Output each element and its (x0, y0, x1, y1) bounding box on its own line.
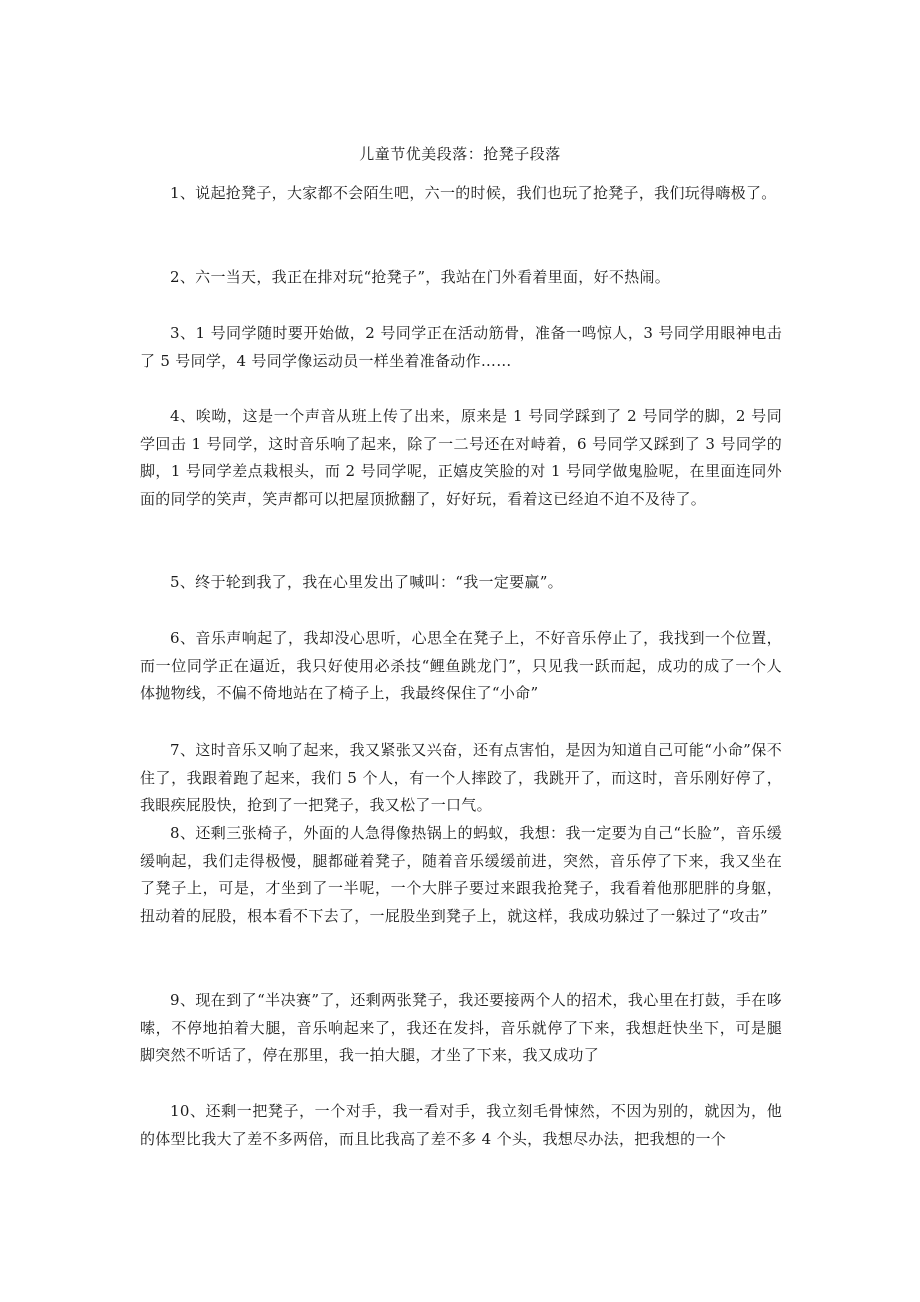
paragraph-7: 7、这时音乐又响了起来，我又紧张又兴奋，还有点害怕，是因为知道自己可能“小命”保不住了，我跟着跑了起来，我们 5 个人，有一个人摔跤了，我跳开了，而这时，音乐刚好停了，我眼疾屁股快，抢到了一把凳子，我又松了一口气。 (140, 741, 782, 814)
paragraph-2: 2、六一当天，我正在排对玩“抢凳子”，我站在门外看着里面，好不热闹。 (170, 268, 671, 286)
paragraph-5: 5、终于轮到我了，我在心里发出了喊叫：“我一定要赢”。 (170, 573, 563, 591)
paragraph-1: 1、说起抢凳子，大家都不会陌生吧，六一的时候，我们也玩了抢凳子，我们玩得嗨极了。 (170, 184, 777, 202)
paragraph-4: 4、唉呦，这是一个声音从班上传了出来，原来是 1 号同学踩到了 2 号同学的脚，2 号同学回击 1 号同学，这时音乐响了起来，除了一二号还在对峙着，6 号同学又踩到了 3 号同学的脚，1 号同学差点栽根头，而 2 号同学呢，正嬉皮笑脸的对 1 号同学做鬼脸呢，在里面连同外面的同学的笑声，笑声都可以把屋顶掀翻了，好好玩，看着这已经迫不迫不及待了。 (140, 407, 782, 508)
paragraph-6: 6、音乐声响起了，我却没心思听，心思全在凳子上，不好音乐停止了，我找到一个位置，而一位同学正在逼近，我只好使用必杀技“鲤鱼跳龙门”，只见我一跃而起，成功的成了一个人体抛物线，不偏不倚地站在了椅子上，我最终保住了“小命” (140, 629, 782, 702)
paragraph-3: 3、1 号同学随时要开始做，2 号同学正在活动筋骨，准备一鸣惊人，3 号同学用眼神电击了 5 号同学，4 号同学像运动员一样坐着准备动作…… (140, 324, 782, 370)
paragraph-10: 10、还剩一把凳子，一个对手，我一看对手，我立刻毛骨悚然，不因为别的，就因为，他的体型比我大了差不多两倍，而且比我高了差不多 4 个头，我想尽办法，把我想的一个 (140, 1102, 782, 1148)
paragraph-9: 9、现在到了“半决赛”了，还剩两张凳子，我还要接两个人的招术，我心里在打鼓，手在哆嗦，不停地拍着大腿，音乐响起来了，我还在发抖，音乐就停了下来，我想赶快坐下，可是腿脚突然不听话了，停在那里，我一拍大腿，才坐了下来，我又成功了 (140, 991, 782, 1064)
paragraph-8: 8、还剩三张椅子，外面的人急得像热锅上的蚂蚁，我想：我一定要为自己“长脸”，音乐缓缓响起，我们走得极慢，腿都碰着凳子，随着音乐缓缓前进，突然，音乐停了下来，我又坐在了凳子上，可是，才坐到了一半呢，一个大胖子要过来跟我抢凳子，我看着他那肥胖的身躯，扭动着的屁股，根本看不下去了，一屁股坐到凳子上，就这样，我成功躲过了一躲过了“攻击” (140, 824, 782, 925)
document-title: 儿童节优美段落：抢凳子段落 (359, 145, 561, 163)
